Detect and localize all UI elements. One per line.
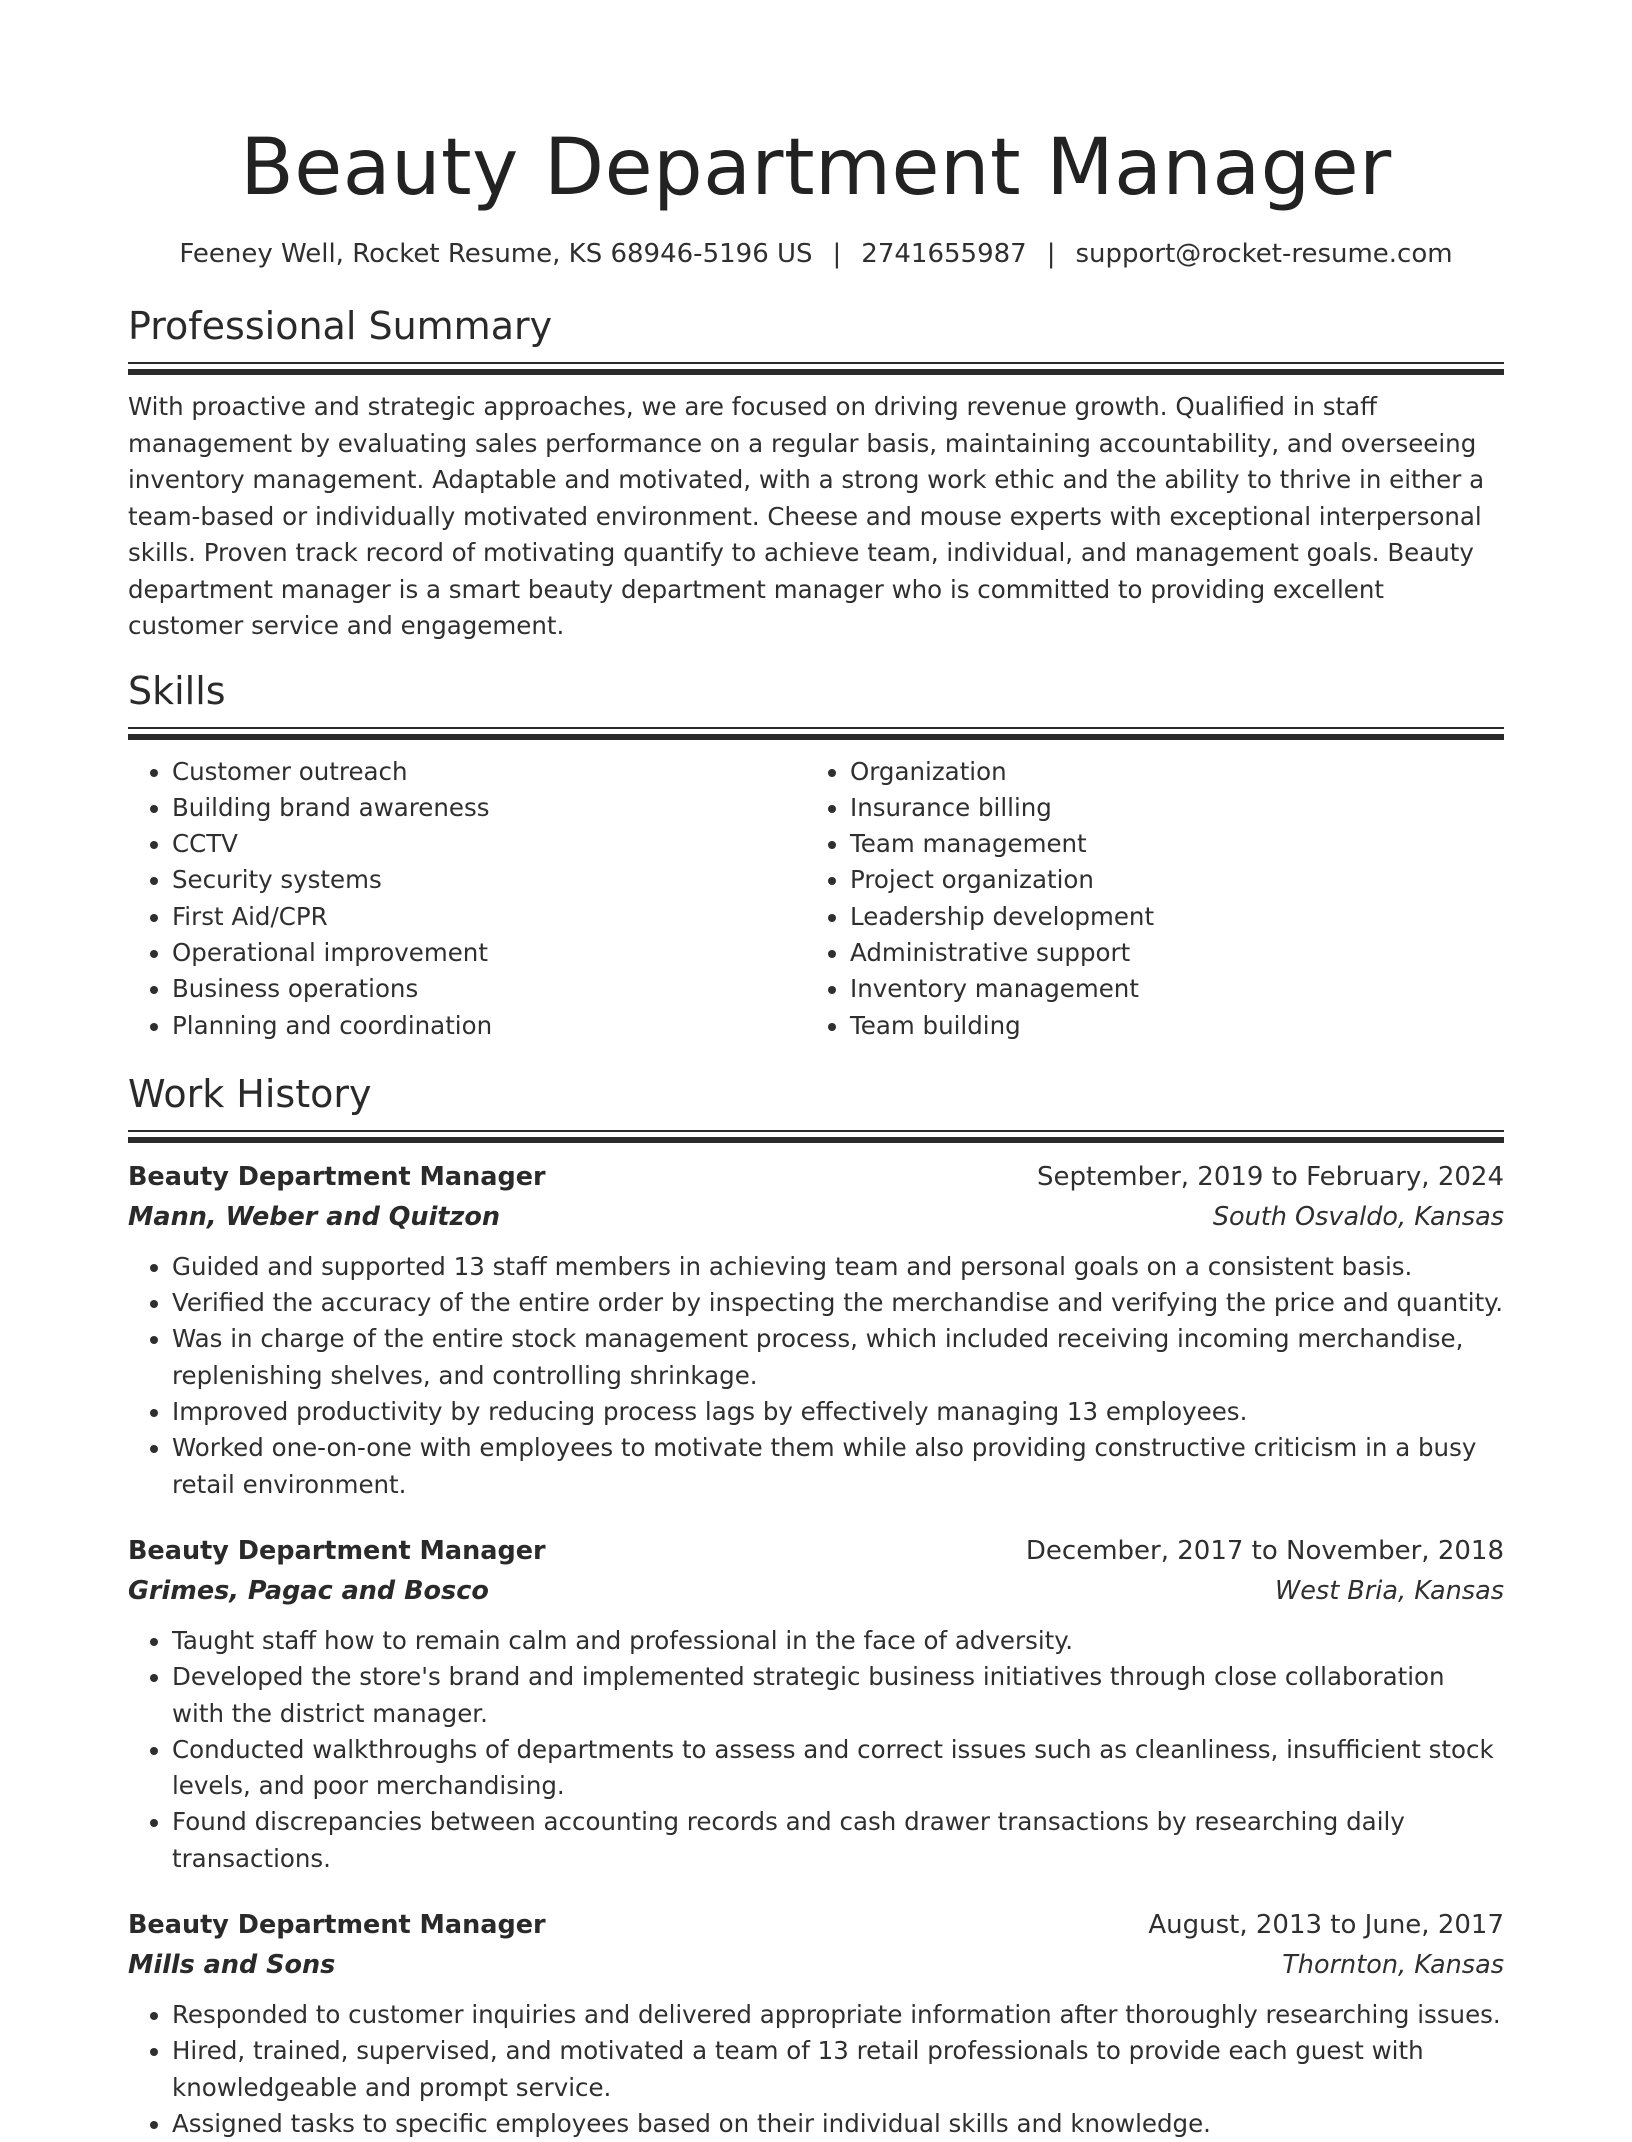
skill-item: • Inventory management xyxy=(850,971,1484,1007)
job-bullets xyxy=(128,1623,1504,1877)
job-bullet: • Verified the accuracy of the entire order by inspecting the merchandise and verifying the price and quantity. xyxy=(172,1285,1504,1321)
skills-list-left xyxy=(128,754,806,1044)
job-bullet: • Developed the store's brand and implemented strategic business initiatives through close collaboration with the district manager. xyxy=(172,1659,1504,1732)
skill-item: • Team building xyxy=(850,1008,1484,1044)
contact-separator: | xyxy=(1046,239,1056,269)
job-title: Beauty Department Manager xyxy=(128,1161,546,1192)
skill-item: • Project organization xyxy=(850,862,1484,898)
job-bullet: • Conducted walkthroughs of departments to assess and correct issues such as cleanliness, insufficient stock levels, and poor merchandising. xyxy=(172,1732,1504,1805)
skill-item: • Organization xyxy=(850,754,1484,790)
contact-address: Feeney Well, Rocket Resume, KS 68946-5196 US xyxy=(179,239,813,269)
job-entry xyxy=(128,1157,1504,1503)
skills-section xyxy=(128,667,1504,1044)
job-bullet: • Worked one-on-one with employees to motivate them while also providing constructive criticism in a busy retail environment. xyxy=(172,1430,1504,1503)
job-header-row xyxy=(128,1531,1504,1571)
job-company: Mann, Weber and Quitzon xyxy=(128,1201,501,1232)
skill-item: • Business operations xyxy=(172,971,806,1007)
job-title: Beauty Department Manager xyxy=(128,1910,546,1941)
job-bullet: • Found discrepancies between accounting records and cash drawer transactions by researching daily transactions. xyxy=(172,1804,1504,1877)
skills-list-right xyxy=(806,754,1484,1044)
job-bullet: • Improved productivity by reducing process lags by effectively managing 13 employees. xyxy=(172,1394,1504,1430)
job-entry xyxy=(128,1531,1504,1877)
job-bullet: • Was in charge of the entire stock management process, which included receiving incoming merchandise, replenishing shelves, and controlling shrinkage. xyxy=(172,1321,1504,1394)
job-bullets xyxy=(128,1249,1504,1503)
skill-item: • Customer outreach xyxy=(172,754,806,790)
job-header-row xyxy=(128,1905,1504,1945)
skill-item: • Building brand awareness xyxy=(172,790,806,826)
section-divider xyxy=(128,727,1504,740)
job-bullets xyxy=(128,1997,1504,2142)
job-title: Beauty Department Manager xyxy=(128,1535,546,1566)
skill-item: • Operational improvement xyxy=(172,935,806,971)
skill-item: • Insurance billing xyxy=(850,790,1484,826)
skill-item: • CCTV xyxy=(172,826,806,862)
section-divider xyxy=(128,1130,1504,1143)
job-company-row xyxy=(128,1197,1504,1237)
job-company: Mills and Sons xyxy=(128,1950,336,1981)
contact-separator: | xyxy=(832,239,842,269)
job-dates: December, 2017 to November, 2018 xyxy=(1025,1535,1504,1566)
job-company-row xyxy=(128,1571,1504,1611)
job-location: South Osvaldo, Kansas xyxy=(1212,1201,1504,1232)
job-bullet: • Hired, trained, supervised, and motivated a team of 13 retail professionals to provide each guest with knowledgeable and prompt service. xyxy=(172,2033,1504,2106)
section-title-skills: Skills xyxy=(128,668,226,713)
work-history-section xyxy=(128,1070,1504,2142)
professional-summary-section xyxy=(128,302,1504,645)
job-entry xyxy=(128,1905,1504,2142)
job-dates: September, 2019 to February, 2024 xyxy=(1037,1161,1504,1192)
skills-columns xyxy=(128,754,1504,1044)
skill-item: • Team management xyxy=(850,826,1484,862)
job-bullet: • Responded to customer inquiries and delivered appropriate information after thoroughly researching issues. xyxy=(172,1997,1504,2033)
job-bullet: • Guided and supported 13 staff members in achieving team and personal goals on a consistent basis. xyxy=(172,1249,1504,1285)
job-company: Grimes, Pagac and Bosco xyxy=(128,1575,489,1606)
contact-phone: 2741655987 xyxy=(861,239,1027,269)
resume-page xyxy=(128,0,1504,2142)
job-header-row xyxy=(128,1157,1504,1197)
contact-email: support@rocket-resume.com xyxy=(1075,239,1453,269)
section-divider xyxy=(128,362,1504,375)
section-title-work-history: Work History xyxy=(128,1071,372,1116)
job-company-row xyxy=(128,1945,1504,1985)
job-dates: August, 2013 to June, 2017 xyxy=(1148,1910,1504,1941)
skill-item: • Security systems xyxy=(172,862,806,898)
job-location: West Bria, Kansas xyxy=(1275,1575,1504,1606)
skill-item: • Leadership development xyxy=(850,899,1484,935)
section-title-summary: Professional Summary xyxy=(128,304,553,348)
skill-item: • First Aid/CPR xyxy=(172,899,806,935)
skill-item: • Administrative support xyxy=(850,935,1484,971)
resume-name-heading: Beauty Department Manager xyxy=(240,123,1392,213)
skill-item: • Planning and coordination xyxy=(172,1008,806,1044)
job-bullet: • Assigned tasks to specific employees based on their individual skills and knowledge. xyxy=(172,2106,1504,2142)
job-bullet: • Taught staff how to remain calm and professional in the face of adversity. xyxy=(172,1623,1504,1659)
summary-text: With proactive and strategic approaches, we are focused on driving revenue growth. Qualified in staff management by evaluating sales performance on a regular basis, maintaining accountability, and overseeing inventory management. Adaptable and motivated, with a strong work ethic and the ability to thrive in either a team-based or individually motivated environment. Cheese and mouse experts with exceptional interpersonal skills. Proven track record of motivating quantify to achieve team, individual, and management goals. Beauty department manager is a smart beauty department manager who is committed to providing excellent customer service and engagement. xyxy=(128,392,1485,640)
contact-line xyxy=(128,236,1504,272)
job-location: Thornton, Kansas xyxy=(1282,1950,1504,1981)
